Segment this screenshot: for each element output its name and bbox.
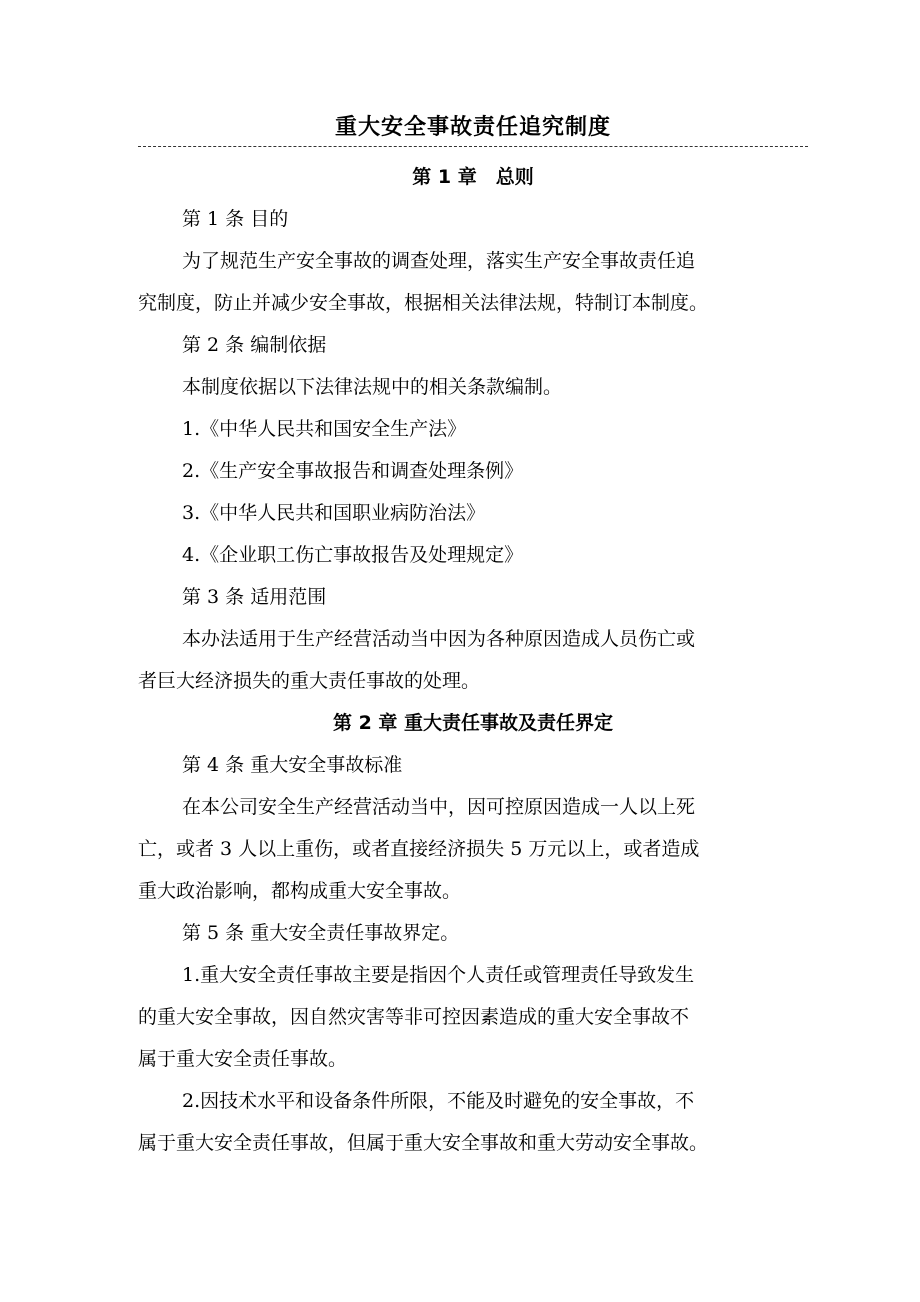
list-item: 4.《企业职工伤亡事故报告及处理规定》 <box>182 544 524 566</box>
article-heading: 第 3 条 适用范围 <box>182 586 327 608</box>
title-dashed-divider <box>138 146 808 147</box>
paragraph-line: 为了规范生产安全事故的调查处理，落实生产安全事故责任追 <box>182 250 696 272</box>
paragraph-line: 本办法适用于生产经营活动当中因为各种原因造成人员伤亡或 <box>182 628 696 650</box>
document-title: 重大安全事故责任追究制度 <box>334 114 611 140</box>
paragraph-line: 本制度依据以下法律法规中的相关条款编制。 <box>182 376 563 398</box>
paragraph-line: 者巨大经济损失的重大责任事故的处理。 <box>138 670 481 692</box>
article-heading: 第 4 条 重大安全事故标准 <box>182 754 403 776</box>
article-heading: 第 5 条 重大安全责任事故界定。 <box>182 922 460 944</box>
document-body <box>138 156 808 1164</box>
paragraph-line: 亡，或者 3 人以上重伤，或者直接经济损失 5 万元以上，或者造成 <box>138 838 700 860</box>
chapter-heading: 第 1 章 总则 <box>412 166 534 188</box>
article-heading: 第 1 条 目的 <box>182 208 289 230</box>
paragraph-line: 重大政治影响，都构成重大安全事故。 <box>138 880 462 902</box>
paragraph-line: 在本公司安全生产经营活动当中，因可控原因造成一人以上死 <box>182 796 696 818</box>
paragraph-line: 究制度，防止并减少安全事故，根据相关法律法规，特制订本制度。 <box>138 292 709 314</box>
paragraph-line: 属于重大安全责任事故。 <box>138 1048 348 1070</box>
chapter-heading: 第 2 章 重大责任事故及责任界定 <box>332 712 614 734</box>
list-item: 1.《中华人民共和国安全生产法》 <box>182 418 467 440</box>
list-item: 2.《生产安全事故报告和调查处理条例》 <box>182 460 524 482</box>
article-heading: 第 2 条 编制依据 <box>182 334 327 356</box>
paragraph-line: 属于重大安全责任事故，但属于重大安全事故和重大劳动安全事故。 <box>138 1132 709 1154</box>
paragraph-line: 2.因技术水平和设备条件所限，不能及时避免的安全事故，不 <box>182 1090 695 1112</box>
paragraph-line: 的重大安全事故，因自然灾害等非可控因素造成的重大安全事故不 <box>138 1006 690 1028</box>
paragraph-line: 1.重大安全责任事故主要是指因个人责任或管理责任导致发生 <box>182 964 695 986</box>
list-item: 3.《中华人民共和国职业病防治法》 <box>182 502 486 524</box>
